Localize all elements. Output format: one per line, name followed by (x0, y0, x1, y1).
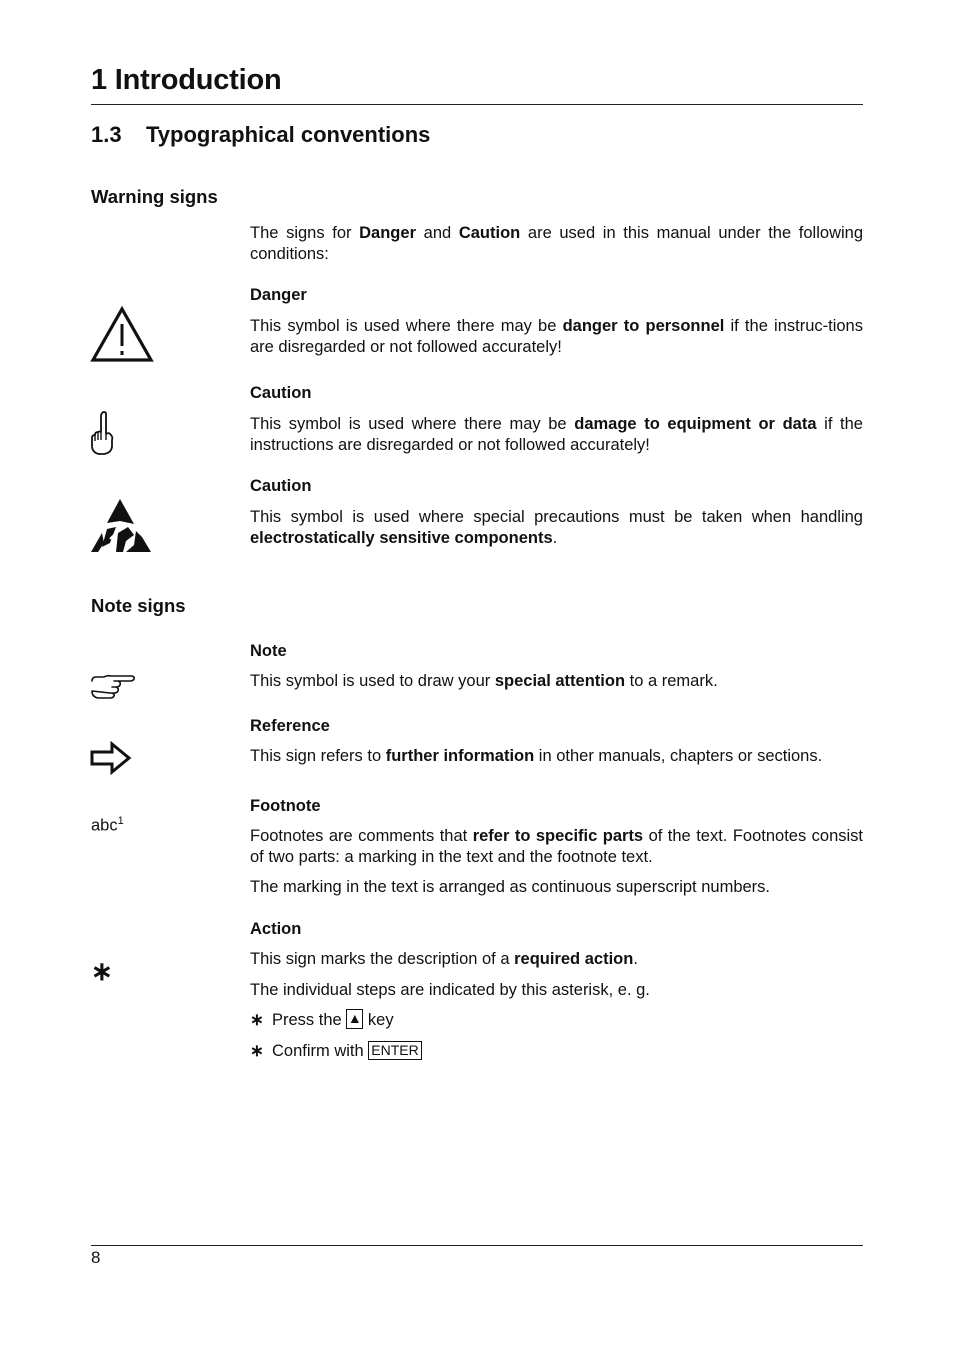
caution-label-2: Caution (250, 477, 312, 495)
danger-label: Danger (250, 286, 307, 304)
header-rule (91, 104, 863, 105)
section-title (91, 122, 430, 148)
enter-key: ENTER (368, 1041, 421, 1060)
footnote-text: Footnotes are comments that refer to specific parts of the text. Footnotes consist of two parts: a marking in the text and the footnote text. (250, 827, 864, 866)
note-signs-heading: Note signs (91, 595, 186, 616)
action-asterisk-icon: ∗ (91, 956, 113, 986)
action-label: Action (250, 920, 302, 938)
action-step-2: ∗ Confirm with ENTER (250, 1041, 422, 1062)
caution-label-1: Caution (250, 384, 312, 402)
warning-signs-heading: Warning signs (91, 186, 218, 207)
footer-rule (91, 1245, 863, 1246)
caution-text-1: This symbol is used where there may be damage to equipment or data if the instructions are disregarded or not followed accurately! (250, 415, 863, 454)
note-label: Note (250, 642, 287, 660)
footnote-label: Footnote (250, 797, 321, 815)
footnote-marker: abc$^1$ (91, 815, 124, 835)
hand-pointing-right-icon (90, 673, 136, 704)
warning-triangle-icon (90, 306, 154, 367)
esd-warning-icon (90, 497, 152, 558)
note-text: This symbol is used to draw your special attention to a remark. (250, 672, 718, 690)
footnote-text-2: The marking in the text is arranged as continuous superscript numbers. (250, 878, 771, 896)
reference-text: This sign refers to further information in other manuals, chapters or sections. (250, 747, 823, 765)
section-number: 1.3 (91, 122, 122, 147)
caution-text-2: This symbol is used where special precautions must be taken when handling electrostatically sensitive components. (250, 508, 863, 547)
pointing-hand-icon (90, 410, 116, 461)
action-text: This sign marks the description of a required action. (250, 950, 638, 968)
page-number: 8 (91, 1248, 101, 1267)
section-title-text: Typographical conventions (146, 122, 431, 147)
chapter-title: 1 Introduction (91, 64, 282, 96)
up-arrow-key: ▲ (346, 1009, 363, 1029)
warning-intro: The signs for Danger and Caution are used in this manual under the following conditions: (250, 224, 863, 263)
danger-text: This symbol is used where there may be danger to personnel if the instruc-tions are disregarded or not followed accurately! (250, 317, 863, 356)
action-text-2: The individual steps are indicated by this asterisk, e. g. (250, 981, 650, 999)
reference-label: Reference (250, 717, 330, 735)
action-step-1: ∗ Press the ▲ key (250, 1010, 394, 1029)
outline-arrow-right-icon (90, 741, 132, 780)
